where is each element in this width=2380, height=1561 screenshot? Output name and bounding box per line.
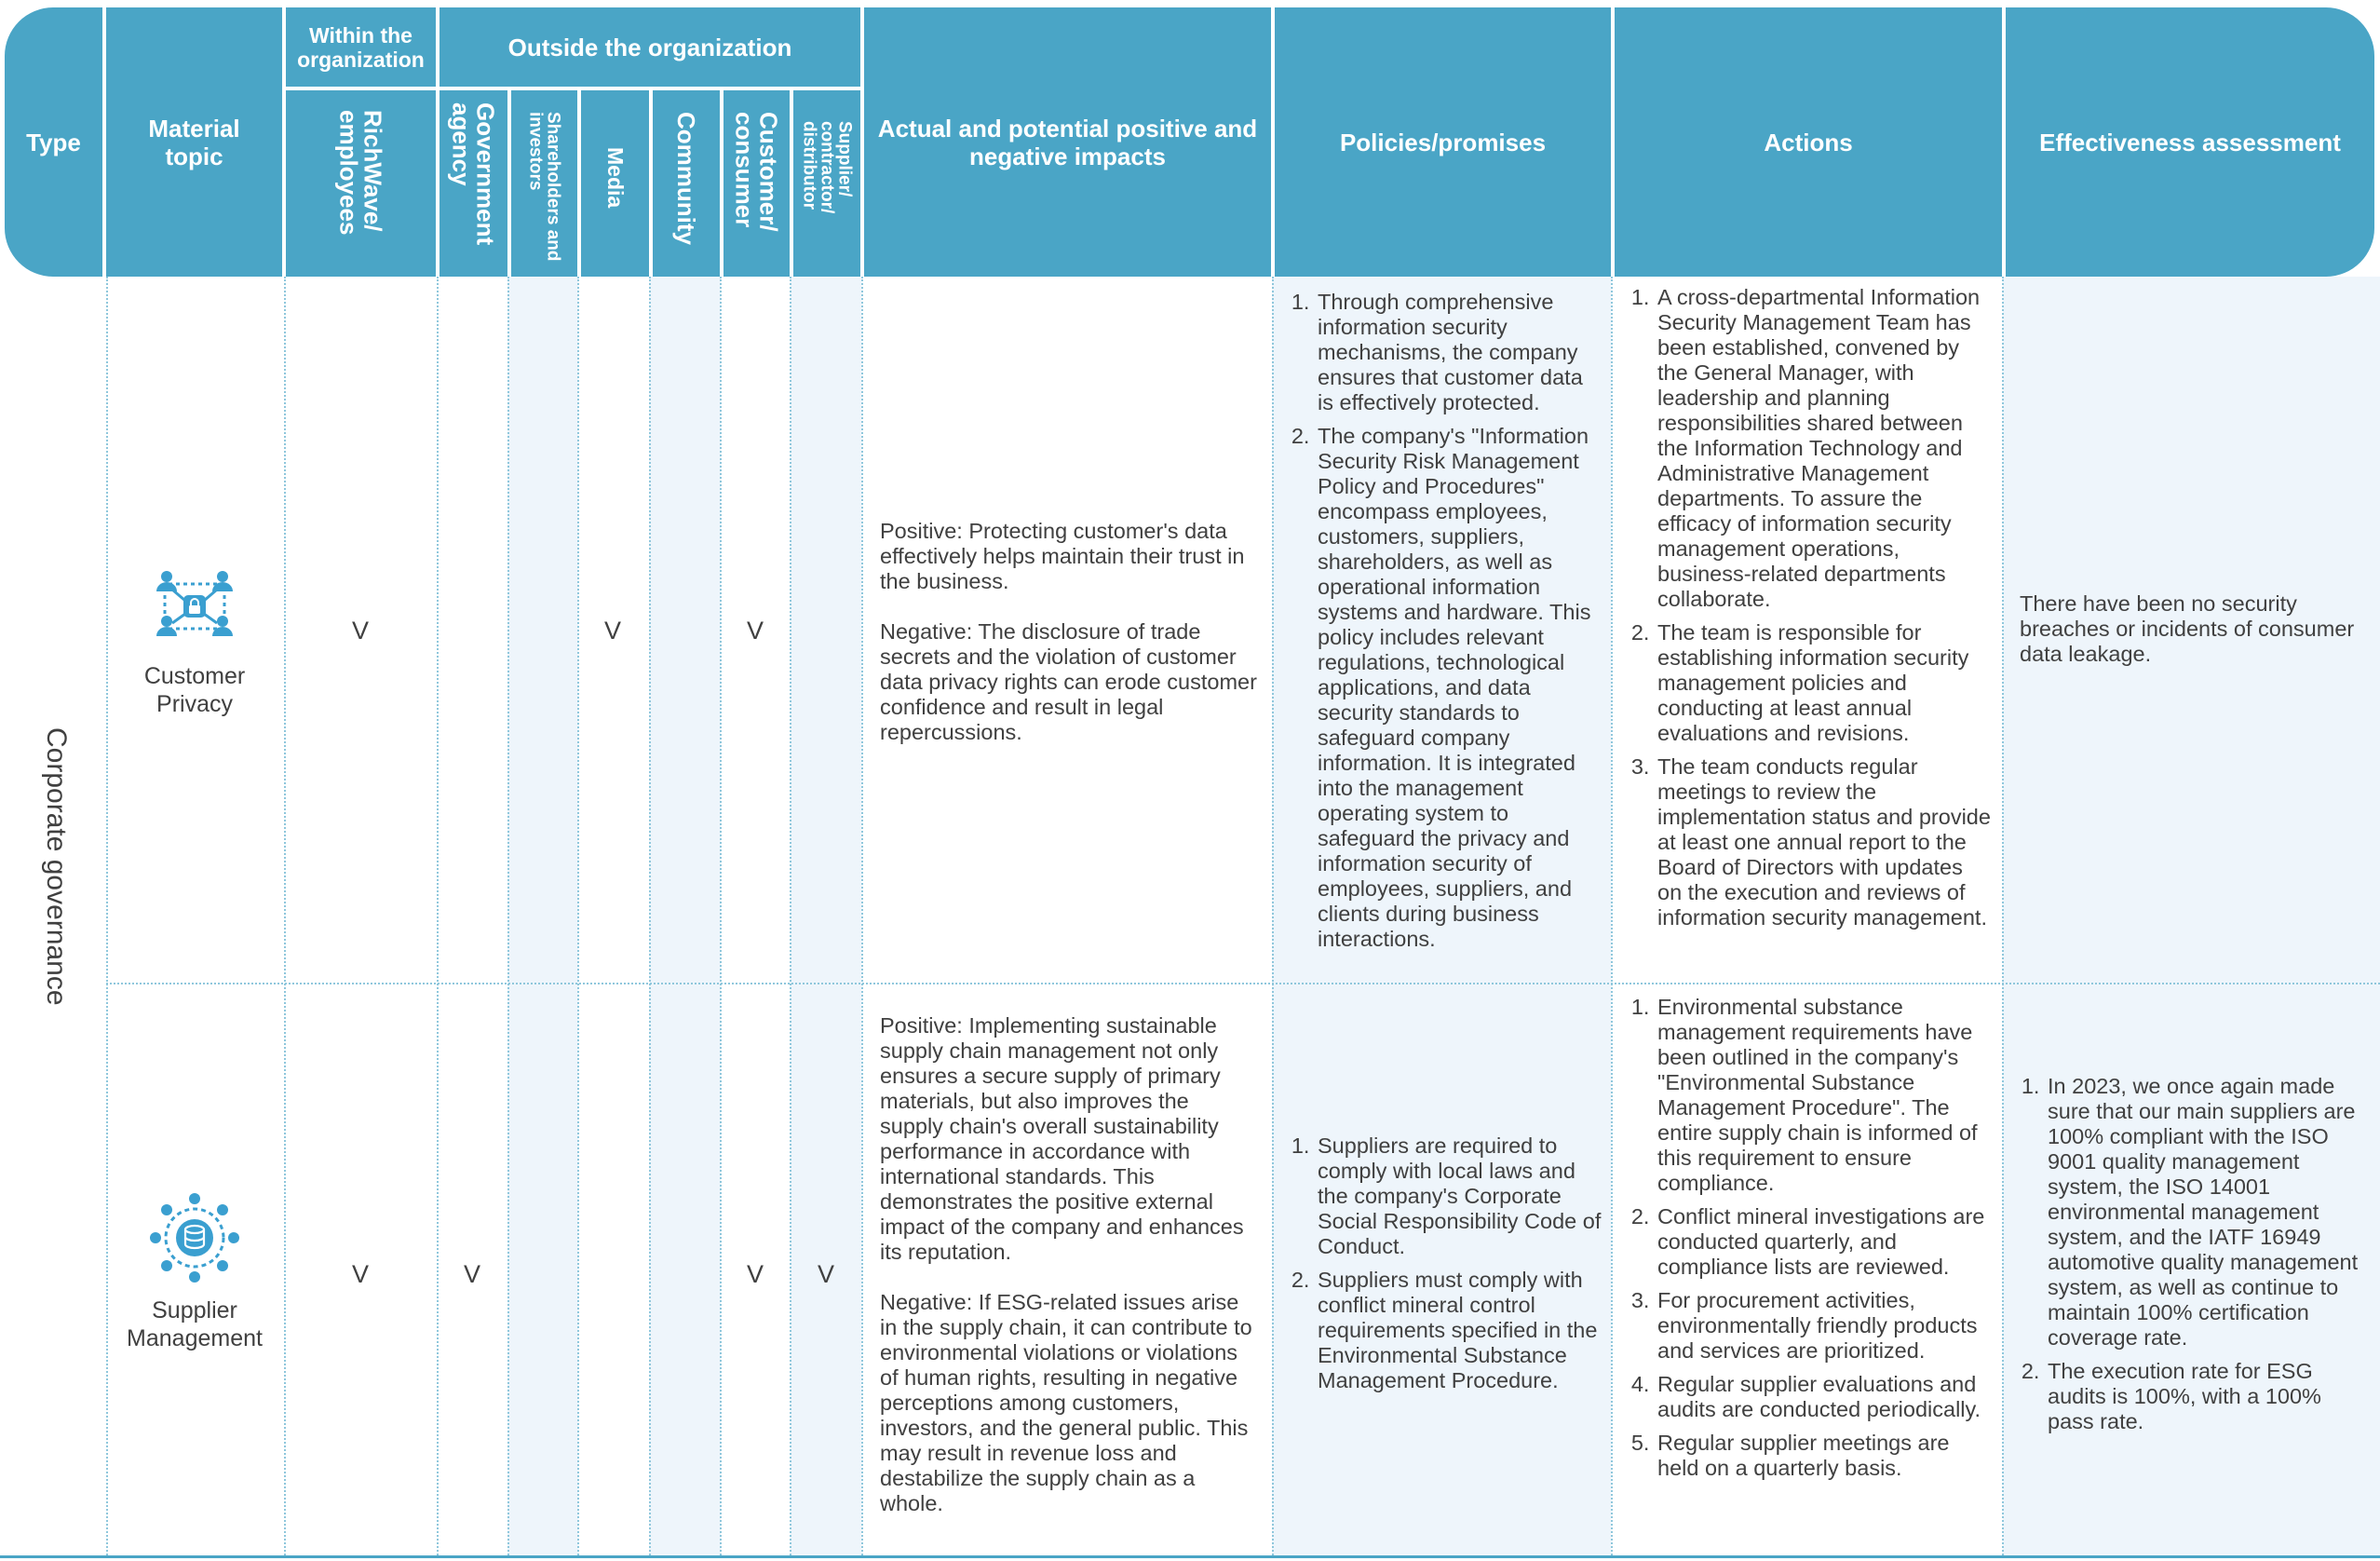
list-item: 3. The team conducts regular meetings to review the implementation status and provide at least one annual report to the Board of Directors with updates on the execution and reviews of information security management. <box>1656 754 1993 930</box>
shaded-column-supplier <box>791 277 861 1555</box>
impacts-cell <box>880 1013 1257 1516</box>
grid-line <box>1272 277 1274 1555</box>
impacts-cell <box>880 519 1257 745</box>
topic-label: Supplier Management <box>127 1297 263 1351</box>
type-cell <box>28 652 84 1080</box>
mark-media: V <box>603 617 621 645</box>
policies-cell <box>1290 1133 1602 1393</box>
grid-line <box>790 277 791 1555</box>
grid-line <box>1611 277 1613 1555</box>
grid-line <box>720 277 722 1555</box>
table-header <box>5 7 2374 277</box>
actions-cell <box>1629 285 1993 930</box>
impact-negative: Negative: If ESG-related issues arise in the supply chain, it can contribute to environmental violations or violations of human rights, resulting in negative perceptions among customers, investors, and the general public. This may result in revenue loss and destabilize the supply chain as a whole. <box>880 1290 1252 1515</box>
list-item: 3. For procurement activities, environmentally friendly products and services are prioritized. <box>1656 1288 1993 1364</box>
list-item: 1. Environmental substance management requirements have been outlined in the company's "Environmental Substance Management Procedure". The entire supply chain is informed of this requirement to ensure compliance. <box>1656 995 1993 1196</box>
actions-cell <box>1629 995 1993 1481</box>
lock-network-icon <box>152 563 237 649</box>
header-within-organization: Within the organization <box>297 22 425 72</box>
grid-line <box>649 277 651 1555</box>
header-supplier-contractor-distributor: Supplier/ contractor/ distributor <box>799 121 855 214</box>
header-actions: Actions <box>1764 128 1853 156</box>
grid-line <box>437 277 439 1555</box>
effectiveness-text: There have been no security breaches or incidents of consumer data leakage. <box>2020 591 2355 666</box>
list-item: 5. Regular supplier meetings are held on a quarterly basis. <box>1656 1431 1993 1481</box>
list-item: 2. Conflict mineral investigations are conducted quarterly, and compliance lists are reviewed. <box>1656 1204 1993 1280</box>
grid-line <box>106 277 108 1555</box>
list-item: 2. The execution rate for ESG audits is 100%, with a 100% pass rate. <box>2046 1359 2364 1434</box>
header-divider <box>284 87 862 90</box>
header-richwave-employees: RichWave/ employees <box>334 110 387 236</box>
material-topic-customer-privacy <box>108 563 281 718</box>
list-item: 2. Suppliers must comply with conflict mineral control requirements specified in the Environmental Substance Management Procedure. <box>1316 1268 1602 1393</box>
topic-label: Customer Privacy <box>143 663 246 717</box>
impact-positive: Positive: Implementing sustainable supply chain management not only ensures a secure supply of primary materials, but also improves the supply chain's overall sustainability performance in accordance with international standards. This demonstrates the positive external impact of the company and enhances its reputation. <box>880 1013 1244 1264</box>
grid-line <box>507 277 509 1555</box>
header-shareholders-investors: Shareholders and investors <box>525 112 563 262</box>
header-customer-consumer: Customer/ consumer <box>730 112 783 232</box>
effectiveness-cell <box>2020 591 2364 667</box>
impact-negative: Negative: The disclosure of trade secrets and the violation of customer data privacy rights can erode customer confidence and result in legal repercussions. <box>880 619 1257 744</box>
grid-line <box>577 277 579 1555</box>
material-topic-supplier-management <box>108 1192 281 1352</box>
header-outside-organization: Outside the organization <box>507 33 792 61</box>
list-item: 2. The team is responsible for establishing information security management policies and conducting at least annual evaluations and revisions. <box>1656 620 1993 746</box>
header-government-agency: Government agency <box>447 102 500 246</box>
grid-line <box>861 277 863 1555</box>
list-item: 1. Suppliers are required to comply with local laws and the company's Corporate Social Responsibility Code of Conduct. <box>1316 1133 1602 1259</box>
table-bottom-rule <box>0 1555 2380 1558</box>
list-item: 4. Regular supplier evaluations and audits are conducted periodically. <box>1656 1372 1993 1422</box>
mark-customer: V <box>746 617 764 645</box>
type-label: Corporate governance <box>41 726 72 1006</box>
database-network-icon <box>149 1192 240 1283</box>
shaded-column-shareholders <box>507 277 578 1555</box>
policies-cell <box>1290 290 1602 952</box>
header-effectiveness-assessment: Effectiveness assessment <box>2039 128 2341 156</box>
header-policies-promises: Policies/promises <box>1339 128 1547 156</box>
row-divider <box>106 983 2380 984</box>
header-media: Media <box>603 147 628 209</box>
mark-customer: V <box>746 1260 764 1288</box>
list-item: 2. The company's "Information Security Risk Management Policy and Procedures" encompass employees, customers, suppliers, shareholders, as well as operational information systems and hardware. This policy includes relevant regulations, technological applications, and data security standards to safeguard company information. It is integrated into the management operating system to safeguard the privacy and information security of employees, suppliers, and clients during business interactions. <box>1316 424 1602 952</box>
header-community: Community <box>672 112 700 245</box>
list-item: 1. In 2023, we once again made sure that our main suppliers are 100% compliant with the ISO 9001 quality management system, the ISO 14001 environmental management system, and the IATF 16949 automotive quality management system, as well as continue to maintain 100% certification coverage rate. <box>2046 1074 2364 1351</box>
mark-richwave: V <box>351 617 369 645</box>
shaded-column-community <box>649 277 721 1555</box>
list-item: 1. Through comprehensive information security mechanisms, the company ensures that customer data is effectively protected. <box>1316 290 1602 415</box>
impact-positive: Positive: Protecting customer's data effectively helps maintain their trust in the business. <box>880 519 1245 593</box>
mark-richwave: V <box>351 1260 369 1288</box>
header-material-topic: Material topic <box>148 114 240 170</box>
list-item: 1. A cross-departmental Information Security Management Team has been established, convened by the General Manager, with leadership and planning responsibilities shared between the Information Technology and Administrative Management departments. To assure the efficacy of information security management operations, business-related departments collaborate. <box>1656 285 1993 612</box>
mark-government: V <box>463 1260 480 1288</box>
grid-line <box>284 277 286 1555</box>
grid-line <box>2002 277 2004 1555</box>
header-impacts: Actual and potential positive and negative impacts <box>877 114 1258 170</box>
effectiveness-cell <box>2020 1074 2364 1434</box>
header-type: Type <box>26 128 81 156</box>
mark-supplier: V <box>817 1260 834 1288</box>
